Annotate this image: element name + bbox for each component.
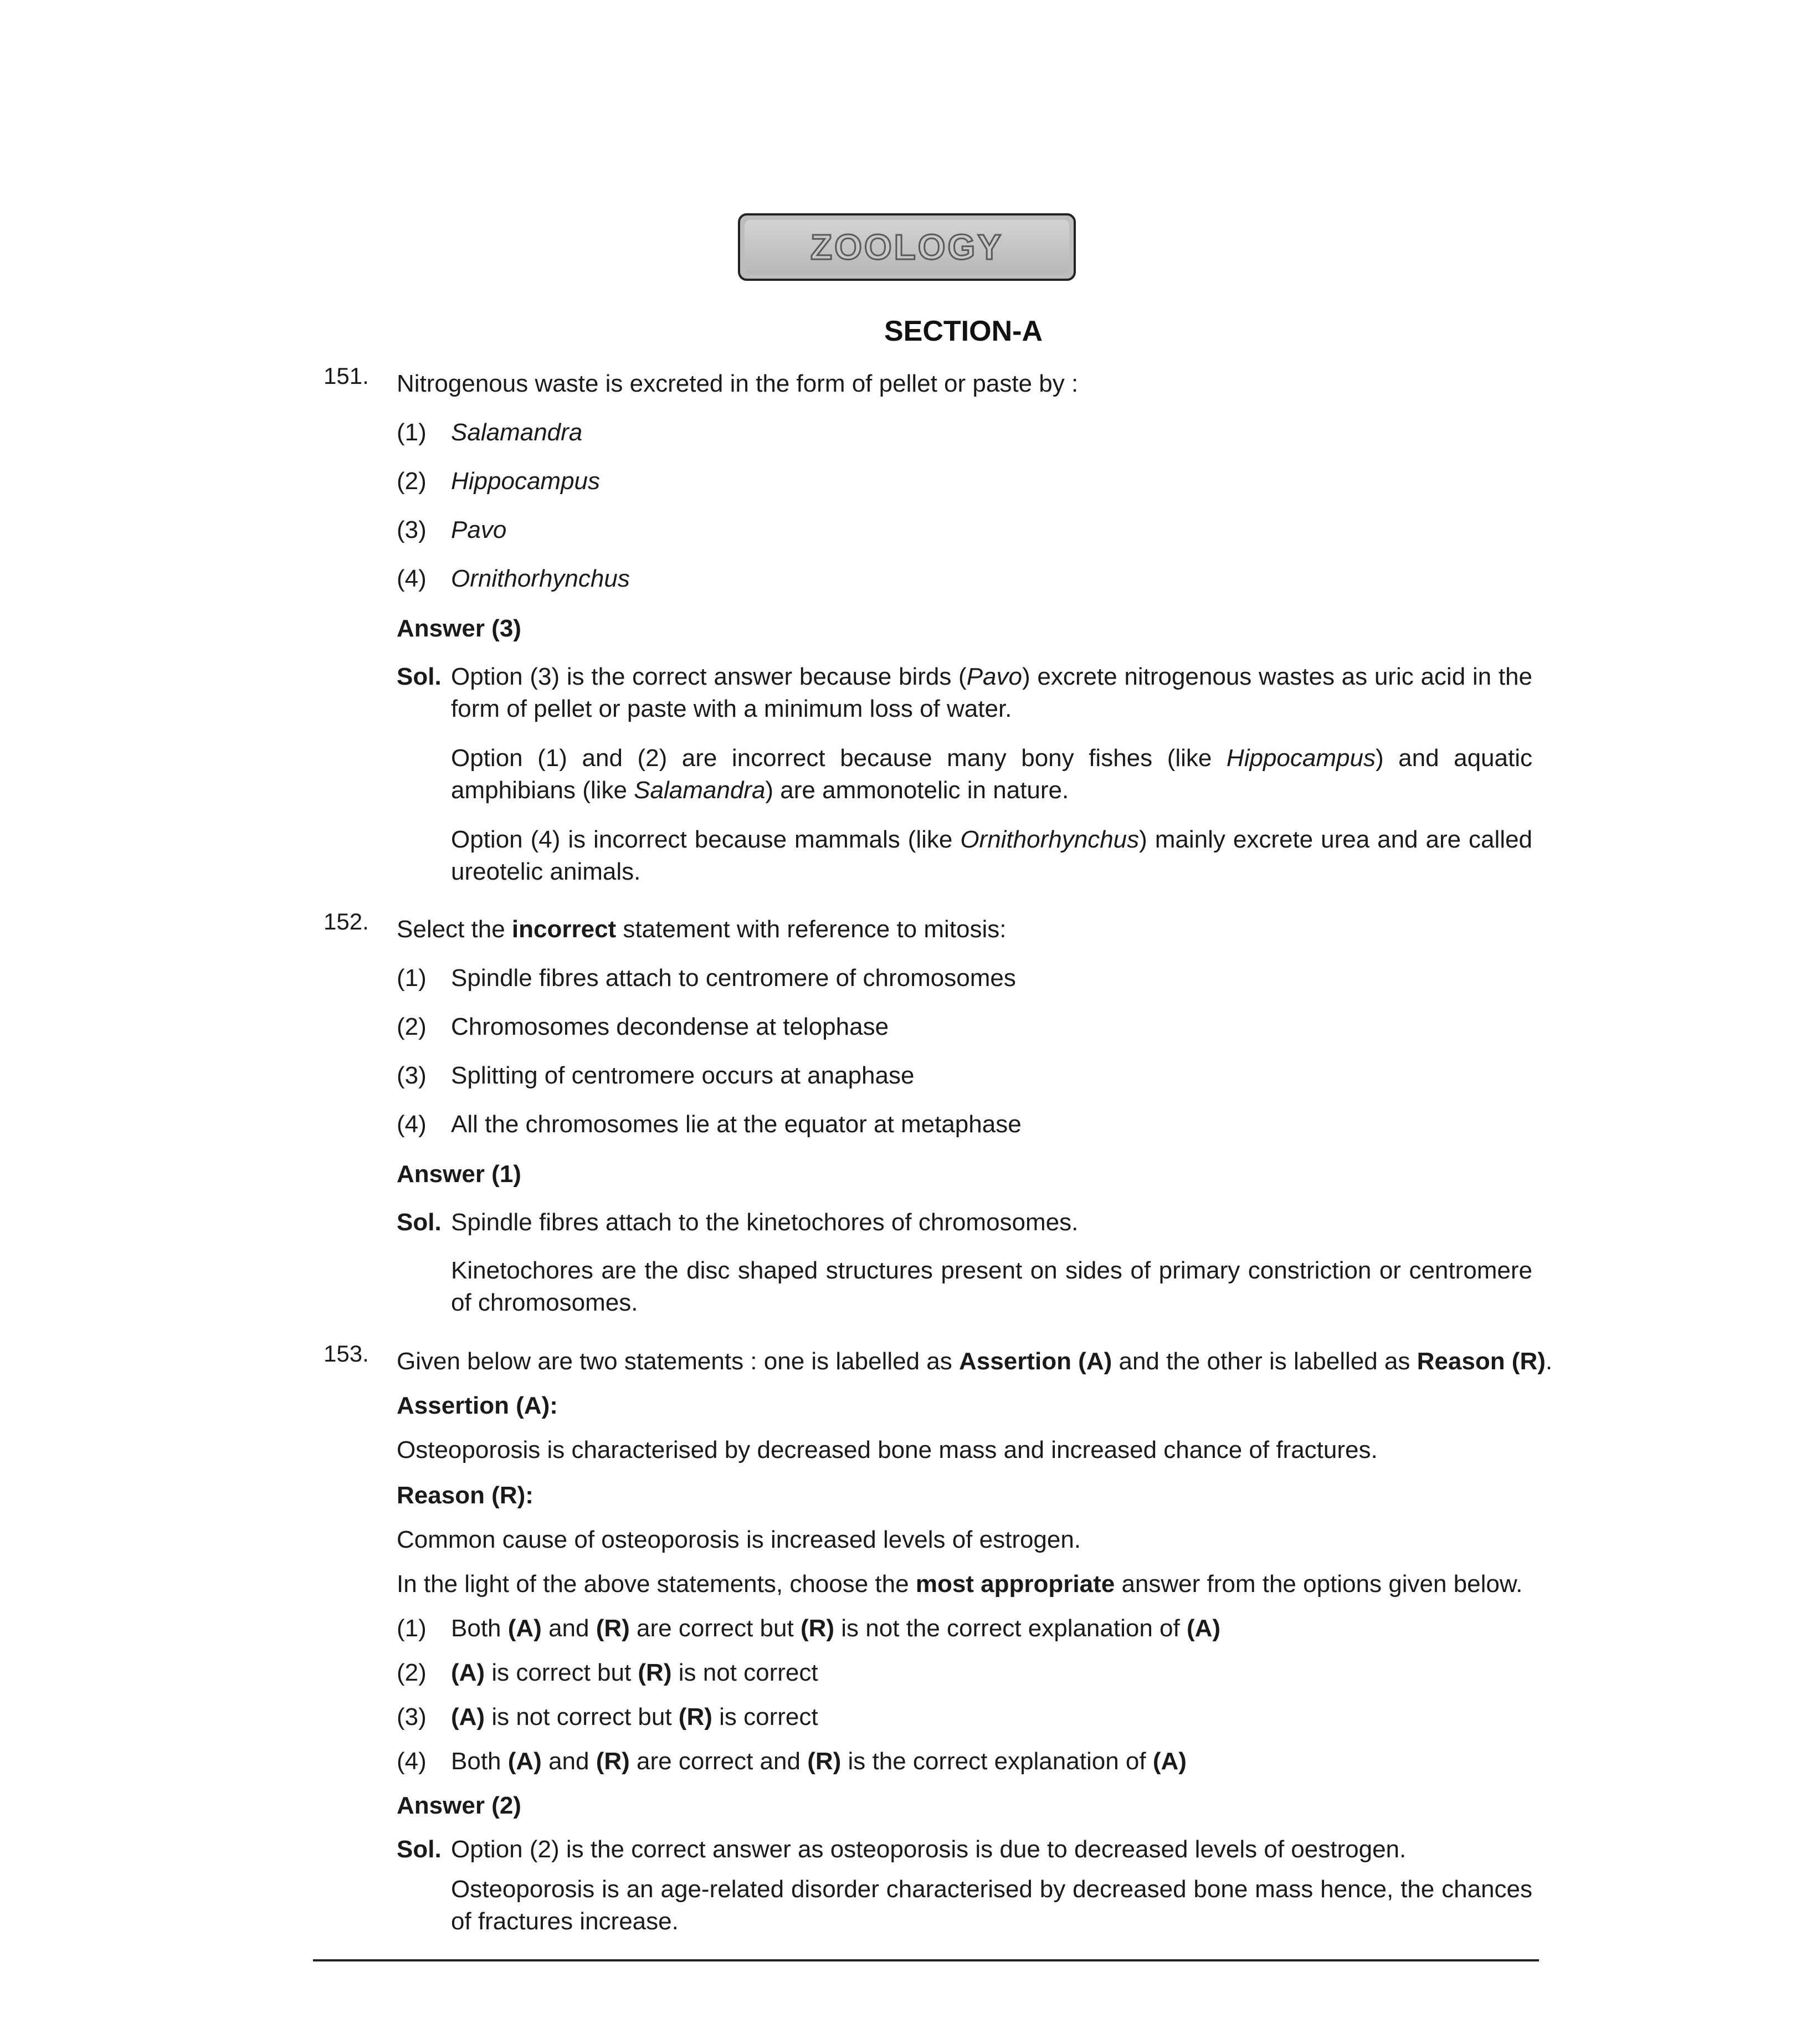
- options-list: [397, 1612, 1560, 1789]
- option-1: [397, 962, 1560, 1010]
- option-4: [397, 562, 1560, 611]
- option-number: (2): [397, 1659, 427, 1686]
- option-2: [397, 1656, 1560, 1701]
- answer-label: Answer (3): [397, 615, 521, 642]
- option-number: (2): [397, 1013, 427, 1040]
- solution-paragraph: Option (4) is incorrect because mammals (like Ornithorhynchus) mainly excrete urea and are called ureotelic animals.: [451, 826, 1532, 885]
- option-number: (1): [397, 419, 427, 446]
- option-1: [397, 1612, 1560, 1656]
- solution-label: Sol.: [397, 1209, 442, 1236]
- question-number: 151.: [324, 363, 369, 389]
- option-text: (A) is not correct but (R) is correct: [451, 1703, 818, 1730]
- solution-text: Option (3) is the correct answer because birds (Pavo) excrete nitrogenous wastes as uric acid in the form of pellet or paste with a minimum loss of water.: [451, 663, 1532, 722]
- options-list: [397, 962, 1560, 1157]
- assertion-label: Assertion (A):: [397, 1392, 558, 1419]
- option-text: Ornithorhynchus: [451, 565, 630, 592]
- option-text: Pavo: [451, 516, 507, 543]
- option-2: [397, 465, 1560, 513]
- option-3: [397, 1701, 1560, 1745]
- option-text: Chromosomes decondense at telophase: [451, 1013, 889, 1040]
- subject-banner: [738, 213, 1076, 281]
- option-text: Splitting of centromere occurs at anaphase: [451, 1062, 915, 1089]
- answer-label: Answer (2): [397, 1792, 521, 1819]
- option-number: (2): [397, 468, 427, 495]
- options-list: [397, 416, 1560, 611]
- question-stem: Nitrogenous waste is excreted in the form of pellet or paste by :: [397, 370, 1079, 397]
- reason-label: Reason (R):: [397, 1482, 533, 1509]
- option-text: (A) is correct but (R) is not correct: [451, 1659, 818, 1686]
- option-text: Both (A) and (R) are correct and (R) is the correct explanation of (A): [451, 1748, 1187, 1775]
- option-4: [397, 1108, 1560, 1157]
- option-text: Both (A) and (R) are correct but (R) is not the correct explanation of (A): [451, 1615, 1221, 1642]
- question-stem: Select the incorrect statement with reference to mitosis:: [397, 916, 1007, 943]
- option-number: (4): [397, 1111, 427, 1138]
- question-number: 153.: [324, 1341, 369, 1367]
- solution-text: Spindle fibres attach to the kinetochores of chromosomes.: [451, 1209, 1079, 1236]
- section-heading: SECTION-A: [884, 315, 1043, 347]
- instruction-text: In the light of the above statements, choose the most appropriate answer from the options given below.: [397, 1570, 1523, 1598]
- option-2: [397, 1010, 1560, 1059]
- option-3: [397, 1059, 1560, 1108]
- option-number: (4): [397, 565, 427, 592]
- option-3: [397, 513, 1560, 562]
- option-number: (1): [397, 964, 427, 992]
- solution-paragraph: Kinetochores are the disc shaped structures present on sides of primary constriction or centromere of chromosomes.: [451, 1257, 1532, 1316]
- option-4: [397, 1745, 1560, 1789]
- question-stem: Given below are two statements : one is labelled as Assertion (A) and the other is labelled as Reason (R).: [397, 1348, 1553, 1375]
- option-number: (1): [397, 1615, 427, 1642]
- solution-text: Option (2) is the correct answer as osteoporosis is due to decreased levels of oestrogen.: [451, 1836, 1407, 1863]
- footer-rule: [313, 1959, 1539, 1961]
- option-number: (3): [397, 516, 427, 543]
- reason-text: Common cause of osteoporosis is increased levels of estrogen.: [397, 1526, 1081, 1553]
- answer-label: Answer (1): [397, 1160, 521, 1188]
- question-number: 152.: [324, 908, 369, 934]
- assertion-text: Osteoporosis is characterised by decreased bone mass and increased chance of fractures.: [397, 1436, 1378, 1463]
- option-text: Salamandra: [451, 419, 583, 446]
- option-number: (3): [397, 1703, 427, 1730]
- option-number: (3): [397, 1062, 427, 1089]
- option-text: Hippocampus: [451, 468, 601, 495]
- option-number: (4): [397, 1748, 427, 1775]
- option-text: Spindle fibres attach to centromere of chromosomes: [451, 964, 1016, 992]
- subject-title: ZOOLOGY: [810, 227, 1003, 267]
- solution-label: Sol.: [397, 1836, 442, 1863]
- solution-paragraph: Osteoporosis is an age-related disorder characterised by decreased bone mass hence, the chances of fractures increase.: [451, 1876, 1532, 1935]
- solution-paragraph: Option (1) and (2) are incorrect because many bony fishes (like Hippocampus) and aquatic amphibians (like Salamandra) are ammonotelic in nature.: [451, 744, 1532, 804]
- option-1: [397, 416, 1560, 465]
- solution-label: Sol.: [397, 663, 442, 690]
- option-text: All the chromosomes lie at the equator at metaphase: [451, 1111, 1022, 1138]
